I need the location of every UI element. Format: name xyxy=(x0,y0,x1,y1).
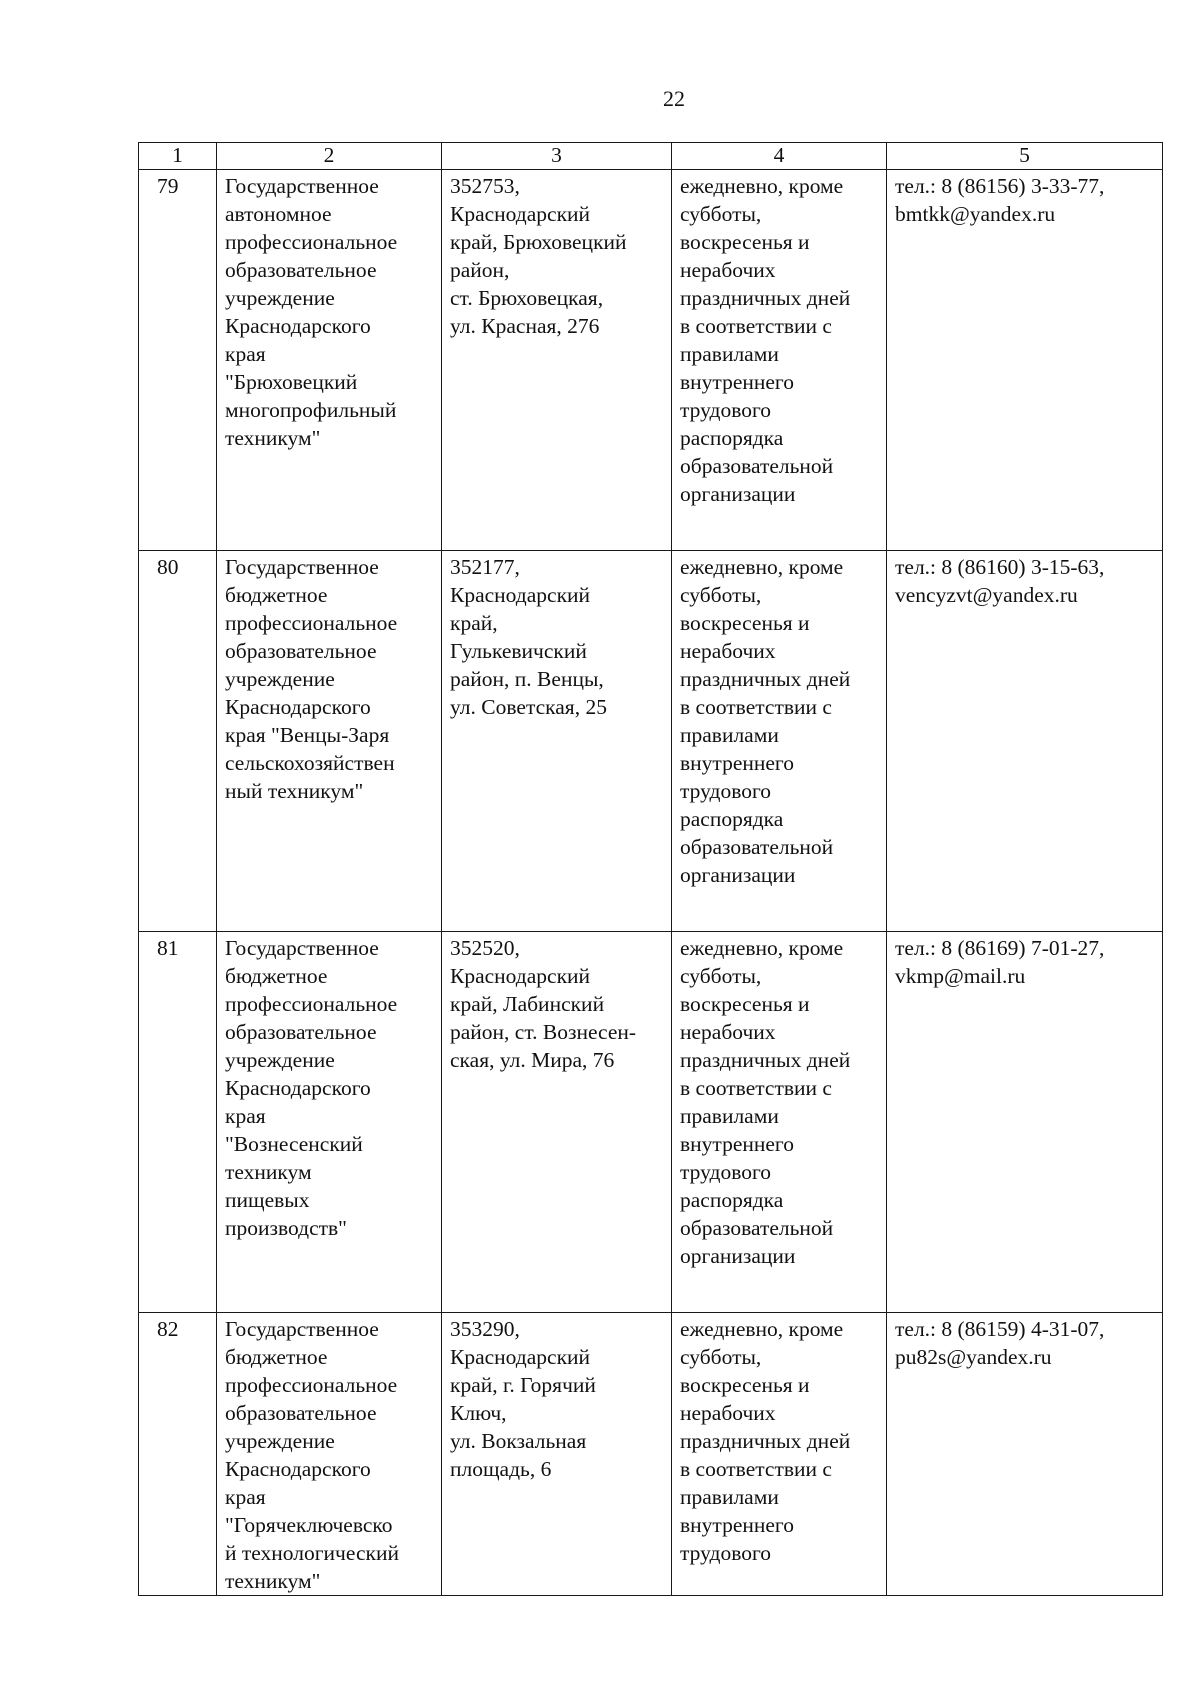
institution-name-line: бюджетное xyxy=(225,1345,328,1369)
institution-name-line: "Брюховецкий xyxy=(225,370,358,394)
schedule-line: праздничных дней xyxy=(680,1429,851,1453)
address-line: район, п. Венцы, xyxy=(450,667,604,691)
table-header-row xyxy=(139,143,1163,170)
institution-name-line: техникум" xyxy=(225,1569,321,1593)
schedule-line: ежедневно, кроме xyxy=(680,936,844,960)
address-cell xyxy=(442,170,672,551)
address-line: Краснодарский xyxy=(450,202,591,226)
schedule-line: праздничных дней xyxy=(680,286,851,310)
schedule-line: внутреннего xyxy=(680,751,794,775)
address-cell xyxy=(442,1313,672,1596)
address-line: край, Брюховецкий xyxy=(450,230,627,254)
schedule-line: воскресенья и xyxy=(680,992,810,1016)
address-line: ул. Советская, 25 xyxy=(450,695,607,719)
institution-name-line: образовательное xyxy=(225,1020,377,1044)
institution-name-cell xyxy=(217,1313,442,1596)
institution-name-line: "Вознесенский xyxy=(225,1132,363,1156)
institution-name-line: Государственное xyxy=(225,555,379,579)
schedule-line: организации xyxy=(680,1244,796,1268)
contacts-line: тел.: 8 (86160) 3-15-63, xyxy=(895,555,1105,579)
schedule-line: правилами xyxy=(680,1104,779,1128)
institution-name-line: Краснодарского xyxy=(225,1076,371,1100)
schedule-line: в соответствии с xyxy=(680,695,832,719)
institution-name-line: Государственное xyxy=(225,174,379,198)
schedule-line: организации xyxy=(680,863,796,887)
institution-name-line: учреждение xyxy=(225,1429,335,1453)
institution-name-line: Государственное xyxy=(225,936,379,960)
address-line: 353290, xyxy=(450,1317,520,1341)
schedule-line: субботы, xyxy=(680,202,762,226)
column-header: 3 xyxy=(442,143,672,170)
address-line: Краснодарский xyxy=(450,1345,591,1369)
schedule-line: воскресенья и xyxy=(680,230,810,254)
institution-name-line: образовательное xyxy=(225,258,377,282)
institution-name-line: края "Венцы-Заря xyxy=(225,723,390,747)
schedule-line: в соответствии с xyxy=(680,1076,832,1100)
institution-name-line: профессиональное xyxy=(225,611,398,635)
row-number-cell: 80 xyxy=(139,551,217,932)
institution-name-cell xyxy=(217,932,442,1313)
institutions-table xyxy=(138,142,1163,1596)
contacts-line: pu82s@yandex.ru xyxy=(895,1345,1052,1369)
schedule-line: образовательной xyxy=(680,454,834,478)
institution-name-line: края xyxy=(225,1104,266,1128)
schedule-line: образовательной xyxy=(680,835,834,859)
schedule-cell xyxy=(672,1313,887,1596)
table-row xyxy=(139,932,1163,1313)
address-line: край, Лабинский xyxy=(450,992,605,1016)
table-body xyxy=(139,170,1163,1596)
schedule-line: воскресенья и xyxy=(680,611,810,635)
address-line: 352520, xyxy=(450,936,520,960)
column-header: 4 xyxy=(672,143,887,170)
contacts-line: vkmp@mail.ru xyxy=(895,964,1026,988)
schedule-line: трудового xyxy=(680,1160,771,1184)
schedule-line: нерабочих xyxy=(680,258,776,282)
schedule-line: внутреннего xyxy=(680,1132,794,1156)
address-line: ская, ул. Мира, 76 xyxy=(450,1048,615,1072)
page-number: 22 xyxy=(663,86,685,111)
institution-name-line: многопрофильный xyxy=(225,398,397,422)
institution-name-line: автономное xyxy=(225,202,332,226)
schedule-line: правилами xyxy=(680,723,779,747)
institution-name-line: пищевых xyxy=(225,1188,310,1212)
institution-name-line: Краснодарского xyxy=(225,695,371,719)
schedule-cell xyxy=(672,551,887,932)
address-line: 352753, xyxy=(450,174,520,198)
address-cell xyxy=(442,932,672,1313)
schedule-line: ежедневно, кроме xyxy=(680,1317,844,1341)
institution-name-line: ный техникум" xyxy=(225,779,364,803)
schedule-line: организации xyxy=(680,482,796,506)
contacts-cell xyxy=(887,932,1163,1313)
schedule-line: образовательной xyxy=(680,1216,834,1240)
address-line: край, г. Горячий xyxy=(450,1373,596,1397)
contacts-line: тел.: 8 (86159) 4-31-07, xyxy=(895,1317,1105,1341)
schedule-line: внутреннего xyxy=(680,370,794,394)
address-line: ул. Красная, 276 xyxy=(450,314,600,338)
contacts-line: тел.: 8 (86156) 3-33-77, xyxy=(895,174,1105,198)
schedule-line: праздничных дней xyxy=(680,1048,851,1072)
column-header: 5 xyxy=(887,143,1163,170)
column-header: 2 xyxy=(217,143,442,170)
address-line: площадь, 6 xyxy=(450,1457,552,1481)
institution-name-line: профессиональное xyxy=(225,230,398,254)
table-row xyxy=(139,551,1163,932)
institution-name-line: бюджетное xyxy=(225,583,328,607)
schedule-line: распорядка xyxy=(680,807,784,831)
schedule-line: правилами xyxy=(680,1485,779,1509)
row-number-cell: 81 xyxy=(139,932,217,1313)
schedule-line: субботы, xyxy=(680,964,762,988)
institution-name-line: техникум xyxy=(225,1160,312,1184)
schedule-line: в соответствии с xyxy=(680,314,832,338)
institution-name-line: Краснодарского xyxy=(225,1457,371,1481)
institution-name-line: края xyxy=(225,1485,266,1509)
address-line: Ключ, xyxy=(450,1401,507,1425)
schedule-line: трудового xyxy=(680,1541,771,1565)
schedule-line: нерабочих xyxy=(680,1401,776,1425)
institution-name-line: Краснодарского xyxy=(225,314,371,338)
schedule-line: нерабочих xyxy=(680,1020,776,1044)
column-header: 1 xyxy=(139,143,217,170)
address-line: Гулькевичский xyxy=(450,639,587,663)
schedule-line: в соответствии с xyxy=(680,1457,832,1481)
institution-name-line: производств" xyxy=(225,1216,347,1240)
institution-name-line: учреждение xyxy=(225,286,335,310)
address-line: ст. Брюховецкая, xyxy=(450,286,604,310)
address-line: район, ст. Вознесен- xyxy=(450,1020,637,1044)
institution-name-line: учреждение xyxy=(225,667,335,691)
schedule-line: трудового xyxy=(680,779,771,803)
institution-name-line: сельскохозяйствен xyxy=(225,751,395,775)
institution-name-line: профессиональное xyxy=(225,1373,398,1397)
schedule-line: трудового xyxy=(680,398,771,422)
institution-name-line: "Горячеключевско xyxy=(225,1513,393,1537)
schedule-line: субботы, xyxy=(680,1345,762,1369)
row-number-cell: 82 xyxy=(139,1313,217,1596)
institution-name-line: Государственное xyxy=(225,1317,379,1341)
contacts-cell xyxy=(887,170,1163,551)
contacts-line: bmtkk@yandex.ru xyxy=(895,202,1056,226)
row-number-cell: 79 xyxy=(139,170,217,551)
institution-name-line: техникум" xyxy=(225,426,321,450)
contacts-cell xyxy=(887,1313,1163,1596)
institution-name-cell xyxy=(217,170,442,551)
institution-name-line: й технологический xyxy=(225,1541,399,1565)
institution-name-cell xyxy=(217,551,442,932)
institution-name-line: образовательное xyxy=(225,1401,377,1425)
schedule-cell xyxy=(672,170,887,551)
institution-name-line: образовательное xyxy=(225,639,377,663)
schedule-line: правилами xyxy=(680,342,779,366)
schedule-line: распорядка xyxy=(680,1188,784,1212)
address-line: 352177, xyxy=(450,555,520,579)
address-line: район, xyxy=(450,258,510,282)
address-line: ул. Вокзальная xyxy=(450,1429,587,1453)
schedule-line: ежедневно, кроме xyxy=(680,555,844,579)
schedule-line: воскресенья и xyxy=(680,1373,810,1397)
schedule-line: внутреннего xyxy=(680,1513,794,1537)
institution-name-line: учреждение xyxy=(225,1048,335,1072)
schedule-line: распорядка xyxy=(680,426,784,450)
table-row xyxy=(139,1313,1163,1596)
table-row xyxy=(139,170,1163,551)
address-cell xyxy=(442,551,672,932)
contacts-line: vencyzvt@yandex.ru xyxy=(895,583,1078,607)
institution-name-line: профессиональное xyxy=(225,992,398,1016)
schedule-line: ежедневно, кроме xyxy=(680,174,844,198)
schedule-cell xyxy=(672,932,887,1313)
address-line: Краснодарский xyxy=(450,583,591,607)
address-line: Краснодарский xyxy=(450,964,591,988)
schedule-line: праздничных дней xyxy=(680,667,851,691)
institution-name-line: бюджетное xyxy=(225,964,328,988)
schedule-line: нерабочих xyxy=(680,639,776,663)
contacts-line: тел.: 8 (86169) 7-01-27, xyxy=(895,936,1105,960)
institution-name-line: края xyxy=(225,342,266,366)
address-line: край, xyxy=(450,611,498,635)
schedule-line: субботы, xyxy=(680,583,762,607)
contacts-cell xyxy=(887,551,1163,932)
